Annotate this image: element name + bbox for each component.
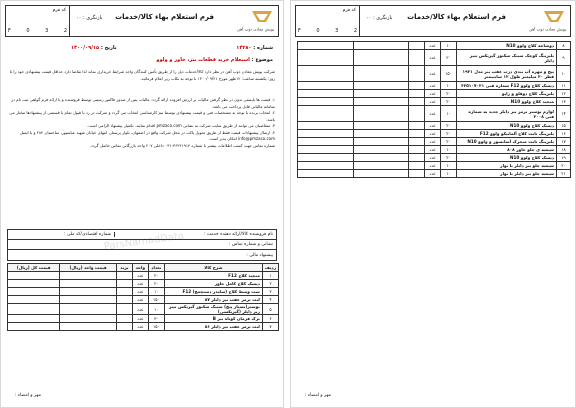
item-brand[interactable] — [409, 82, 425, 90]
item-qty: ۲۰ — [441, 154, 457, 162]
item-brand[interactable] — [409, 170, 425, 178]
item-unit: عدد — [425, 162, 441, 170]
item-desc: شیشه ی جلو خاور ۸۰۸ — [457, 146, 557, 154]
item-unit: عدد — [132, 280, 148, 288]
logo-caption: پویش معادن ذوب آهن — [529, 26, 566, 32]
item-qty: ۱۵۰ — [441, 66, 457, 82]
item-qty: ۲۰ — [441, 50, 457, 66]
item-unit-price[interactable] — [353, 82, 409, 90]
item-qty: ۳۰ — [148, 315, 164, 323]
note-item: ۳. متقاضیان می توانند از طریق سایت شرکت به نشانی pmzaco.com اقدام نمایند. تکمیل پیشنهاد الزامی است. — [87, 123, 275, 128]
form-title: فرم استعلام بهاء کالا/خدمات — [115, 13, 214, 21]
item-unit: عدد — [132, 323, 148, 331]
table-row — [8, 288, 279, 296]
table-row — [298, 42, 571, 50]
item-desc: دیسک کلاچ کامل خاور — [164, 280, 262, 288]
item-unit: عدد — [425, 42, 441, 50]
item-unit-price[interactable] — [353, 130, 409, 138]
form-code-label: کد فرم — [52, 8, 66, 13]
row-number: ۱۲ — [557, 90, 571, 98]
item-unit: عدد — [425, 66, 441, 82]
item-unit-price[interactable] — [353, 66, 409, 82]
item-desc: ترک فرمان کوتاه بنز B — [164, 315, 262, 323]
item-total-price[interactable] — [298, 66, 354, 82]
item-total-price[interactable] — [298, 42, 354, 50]
item-qty: ۱۰ — [148, 288, 164, 296]
form-code-char: F — [298, 28, 301, 34]
table-row — [298, 66, 571, 82]
form-page-1 — [0, 0, 284, 408]
signature-label: مهر و امضاء : — [15, 393, 41, 398]
request-subject — [156, 57, 273, 63]
item-brand[interactable] — [409, 162, 425, 170]
item-total-price[interactable] — [8, 280, 60, 288]
item-unit-price[interactable] — [353, 154, 409, 162]
item-brand[interactable] — [409, 66, 425, 82]
row-number: ۱۳ — [557, 98, 571, 106]
item-qty: ۲۰ — [441, 98, 457, 106]
row-number: ۹ — [557, 50, 571, 66]
row-number: ۱۵ — [557, 122, 571, 130]
item-desc: بلبرینگ ثابت منحرک آسانسور و ولوو N10 — [457, 138, 557, 146]
item-total-price[interactable] — [8, 323, 60, 331]
item-desc: بوستر(بسیار پیچ) سیبک سکتور گیربکس تیبر زیر دابلر (گیربکسی) — [164, 304, 262, 315]
item-brand[interactable] — [116, 315, 132, 323]
item-unit-price[interactable] — [353, 42, 409, 50]
row-number: ۵ — [262, 304, 278, 315]
item-unit: عدد — [425, 130, 441, 138]
revision-label: بازنگری : ۰۰ — [366, 15, 393, 21]
item-total-price[interactable] — [298, 122, 354, 130]
item-desc: منجید کلاچ ولوو N10 — [457, 98, 557, 106]
supplier-name-label: نام فروشنده کالا/ارائه دهنده خدمت : — [203, 232, 273, 237]
form-header — [5, 5, 279, 37]
form-code-char: 3 — [45, 28, 49, 34]
row-number: ۱۸ — [557, 146, 571, 154]
item-total-price[interactable] — [8, 272, 60, 280]
item-qty: ۱۰ — [441, 146, 457, 154]
item-unit: عدد — [132, 315, 148, 323]
item-qty: ۲۰ — [441, 90, 457, 98]
item-unit-price[interactable] — [353, 90, 409, 98]
address-label: نشانی و شماره تماس : — [228, 242, 273, 247]
item-total-price[interactable] — [8, 315, 60, 323]
item-total-price[interactable] — [298, 170, 354, 178]
item-total-price[interactable] — [298, 146, 354, 154]
table-row — [298, 170, 571, 178]
subject-label: موضوع : — [251, 57, 273, 63]
item-brand[interactable] — [116, 323, 132, 331]
row-number: ۲۰ — [557, 162, 571, 170]
financial-offer-label: پیشنهاد مالی : — [246, 252, 273, 258]
item-unit: عدد — [425, 98, 441, 106]
form-page-2 — [290, 0, 576, 408]
item-brand[interactable] — [116, 304, 132, 315]
col-qty: تعداد — [148, 264, 164, 272]
table-row — [298, 162, 571, 170]
request-date — [71, 45, 117, 51]
item-unit-price[interactable] — [353, 162, 409, 170]
form-code-label: کد فرم — [342, 8, 356, 13]
item-desc: منجید کلاچ F12 — [164, 272, 262, 280]
note-item: ۱. قیمت ها بایستی بدون در نظر گرفتن مالیات بر ارزش افزوده ارائه گردد. مالیات پس از صدور فاکتور رسمی توسط فروشنده و با ارائه فرم گواهی ثبت نام در سامانه مالیاتی قابل پرداخت می باشد. — [11, 97, 275, 109]
form-title: فرم استعلام بهاء کالا/خدمات — [407, 13, 506, 21]
item-brand[interactable] — [116, 280, 132, 288]
item-brand[interactable] — [409, 42, 425, 50]
row-number: ۶ — [262, 315, 278, 323]
item-unit: عدد — [132, 296, 148, 304]
item-unit-price[interactable] — [353, 98, 409, 106]
table-row — [8, 323, 279, 331]
item-qty: ۱۰ — [441, 162, 457, 170]
col-unit-price: قیمت واحد (ریال) — [60, 264, 117, 272]
item-qty: ۲۰ — [441, 130, 457, 138]
table-row — [298, 98, 571, 106]
item-total-price[interactable] — [298, 50, 354, 66]
form-code-char: 0 — [316, 28, 320, 34]
item-desc: شیشه جلو بنز دابلر با نوار — [457, 162, 557, 170]
signature-label: مهر و امضاء : — [305, 393, 331, 398]
col-row: ردیف — [262, 264, 278, 272]
row-number: ۴ — [262, 296, 278, 304]
item-desc: دیسک کلاچ ولوو F12 شماره فنی ۳۲۵۱۰۷۰۳۱ — [457, 82, 557, 90]
table-row — [298, 138, 571, 146]
item-unit-price[interactable] — [353, 138, 409, 146]
row-number: ۱۱ — [557, 82, 571, 90]
item-qty: ۱۵۰ — [148, 296, 164, 304]
form-code-value — [8, 28, 67, 34]
item-total-price[interactable] — [298, 162, 354, 170]
item-unit: عدد — [132, 272, 148, 280]
note-item: ۲. انتخاب برنده با توجه به مشخصات فنی و قیمت پیشنهادی توسط تیم کارشناسی انتخاب می گردد و شرکت در رد یا قبول تمام یا قسمتی از پیشنهادها مختار می باشد. — [9, 110, 275, 122]
table-row — [8, 304, 279, 315]
item-total-price[interactable] — [298, 106, 354, 122]
item-desc: دوشاخه کلاچ ولوو N10 — [457, 42, 557, 50]
item-unit: عدد — [425, 122, 441, 130]
item-qty: ۱۰ — [441, 106, 457, 122]
item-total-price[interactable] — [8, 304, 60, 315]
item-unit-price[interactable] — [60, 296, 117, 304]
table-row — [298, 146, 571, 154]
number-value: ۱۴۲۸۰ — [236, 45, 252, 51]
item-total-price[interactable] — [8, 288, 60, 296]
item-desc: شیشه جلو بنز دابلر با نوار — [457, 170, 557, 178]
item-qty: ۱۰ — [441, 82, 457, 90]
item-brand[interactable] — [409, 130, 425, 138]
item-unit-price[interactable] — [353, 122, 409, 130]
row-number: ۱۶ — [557, 130, 571, 138]
item-total-price[interactable] — [298, 98, 354, 106]
item-total-price[interactable] — [298, 82, 354, 90]
item-desc: ست وسط کلاچ (سلندر دستچمچ) F12 — [164, 288, 262, 296]
item-qty: ۲۰ — [148, 272, 164, 280]
company-logo — [514, 8, 568, 34]
item-desc: بلبرینگ کوچک سیبک سکتور گیربکس تیبر دابلر — [457, 50, 557, 66]
item-qty: ۱۵۰ — [148, 323, 164, 331]
item-desc: بلبرینگ کلاچ دوقلو و راپو — [457, 90, 557, 98]
item-desc: بلبرینگ ثابت کلاچ آلمانیکو ولوو F12 — [457, 130, 557, 138]
economic-code-label: شماره اقتصادی/کد ملی : — [8, 232, 115, 237]
item-qty: ۲۰ — [441, 122, 457, 130]
item-desc: دیسک کلاچ ولوو N10 — [457, 154, 557, 162]
item-unit-price[interactable] — [353, 170, 409, 178]
item-desc: لوازم بوستر ترمز بنز دابلر جدید به شماره فنی ۲۰۰۸ — [457, 106, 557, 122]
table-row — [8, 296, 279, 304]
notes-list — [9, 97, 275, 149]
item-brand[interactable] — [409, 106, 425, 122]
table-row — [298, 90, 571, 98]
table-row — [298, 122, 571, 130]
item-unit: عدد — [425, 50, 441, 66]
row-number: ۱۷ — [557, 138, 571, 146]
form-code-cell — [6, 6, 70, 36]
date-label: تاریخ : — [100, 45, 117, 51]
request-number — [236, 45, 273, 51]
table-row — [298, 106, 571, 122]
item-qty: ۲۰ — [441, 138, 457, 146]
item-unit: عدد — [425, 82, 441, 90]
form-code-char: 2 — [353, 28, 357, 34]
form-code-char: 0 — [26, 28, 30, 34]
item-brand[interactable] — [409, 154, 425, 162]
form-code-char: F — [8, 28, 11, 34]
table-row — [298, 82, 571, 90]
table-row — [298, 50, 571, 66]
form-code-char: 3 — [335, 28, 339, 34]
row-number: ۱۹ — [557, 154, 571, 162]
item-total-price[interactable] — [298, 154, 354, 162]
item-desc: دیسک کلاچ ولوو N10 — [457, 122, 557, 130]
row-number: ۸ — [557, 42, 571, 50]
item-desc: لنت ترمز عقب تیر دابلر ۸۷ — [164, 296, 262, 304]
table-row — [8, 280, 279, 288]
note-item: ۴. ارسال پیشنهادات قیمت فقط از طریق تحویل پاکت در محل شرکت واقع در اصفهان، بلوار پرستار، انتهای خیابان شهید عباسپور، ساختمان ۲۸۴ و یا ایمیل info@pmzaco.com امکان پذیر است. — [19, 129, 275, 141]
item-unit-price[interactable] — [60, 288, 117, 296]
item-unit: عدد — [425, 154, 441, 162]
date-value: ۱۴۰۰/۰۹/۱۵ — [71, 45, 100, 51]
row-number: ۱۰ — [557, 66, 571, 82]
item-brand[interactable] — [409, 146, 425, 154]
item-unit: عدد — [425, 138, 441, 146]
item-brand[interactable] — [409, 90, 425, 98]
item-qty: ۲۰ — [148, 280, 164, 288]
row-number: ۲۱ — [557, 170, 571, 178]
subject-value: استعلام خرید قطعات بنز، خاور و ولوو — [156, 57, 250, 63]
item-qty: ۱۰ — [441, 42, 457, 50]
col-unit: واحد — [132, 264, 148, 272]
logo-caption: پویش معادن ذوب آهن — [237, 26, 274, 32]
item-total-price[interactable] — [8, 296, 60, 304]
item-unit: عدد — [425, 90, 441, 98]
item-desc: لنت ترمز عقب تیر دابلر ۸۶ — [164, 323, 262, 331]
item-brand[interactable] — [409, 122, 425, 130]
item-unit: عدد — [132, 288, 148, 296]
item-brand[interactable] — [409, 50, 425, 66]
item-unit-price[interactable] — [353, 146, 409, 154]
item-unit: عدد — [425, 146, 441, 154]
table-row — [8, 315, 279, 323]
item-desc: پیچ و مهره آب بندی درب عقب بنز مدل ۱۹۲۱ قطر ۳۰ میلیمتر طول ۱۲ سانتیمتر — [457, 66, 557, 82]
item-unit: عدد — [425, 106, 441, 122]
row-number: ۲ — [262, 280, 278, 288]
item-unit-price[interactable] — [353, 50, 409, 66]
revision-label: بازنگری : ۰۰ — [76, 15, 103, 21]
item-total-price[interactable] — [298, 90, 354, 98]
item-unit-price[interactable] — [353, 106, 409, 122]
table-row — [298, 130, 571, 138]
item-unit-price[interactable] — [60, 323, 117, 331]
form-header — [295, 5, 571, 37]
item-brand[interactable] — [409, 138, 425, 146]
item-total-price[interactable] — [298, 138, 354, 146]
col-desc: شرح کالا — [164, 264, 262, 272]
row-number: ۳ — [262, 288, 278, 296]
item-unit: عدد — [132, 304, 148, 315]
col-total-price: قیمت کل (ریال) — [8, 264, 60, 272]
company-logo — [222, 8, 276, 34]
table-row — [298, 154, 571, 162]
row-number: ۷ — [262, 323, 278, 331]
item-total-price[interactable] — [298, 130, 354, 138]
item-brand[interactable] — [116, 296, 132, 304]
col-brand: برند — [116, 264, 132, 272]
item-brand[interactable] — [116, 288, 132, 296]
item-unit-price[interactable] — [60, 315, 117, 323]
form-code-char: 2 — [63, 28, 67, 34]
number-label: شماره : — [253, 45, 273, 51]
form-code-cell — [296, 6, 360, 36]
intro-paragraph: شرکت پویش معادن ذوب آهن در نظر دارد کالا/خدمات ذیل را از طریق تأمین کنندگان واجد شرایط خریداری نماید لذا تقاضا دارد حداقل قیمت پیشنهادی خود را تا روز: یکشنبه ساعت: ۱۲ظهر مورخ ۱۴۰۰/۰۹/۲۱ با توجه به نکات زیر اعلام فرمائید. — [9, 69, 275, 81]
item-qty: ۱۰ — [148, 304, 164, 315]
item-unit-price[interactable] — [60, 304, 117, 315]
item-qty: ۱۰ — [441, 170, 457, 178]
items-table-continued — [297, 41, 571, 178]
form-code-value — [298, 28, 357, 34]
item-unit: عدد — [425, 170, 441, 178]
note-item: شماره تماس جهت کسب اطلاعات بیشتر با شماره ۳۶۲۴۱۹۱۴-۰۳۱ داخلی ۲۰۷ واحد بازرگانی تماس حاصل گردد. — [89, 142, 275, 148]
item-brand[interactable] — [409, 98, 425, 106]
row-number: ۱۴ — [557, 106, 571, 122]
row-number: ۱ — [262, 272, 278, 280]
watermark: ParsNamadData — [103, 230, 185, 253]
